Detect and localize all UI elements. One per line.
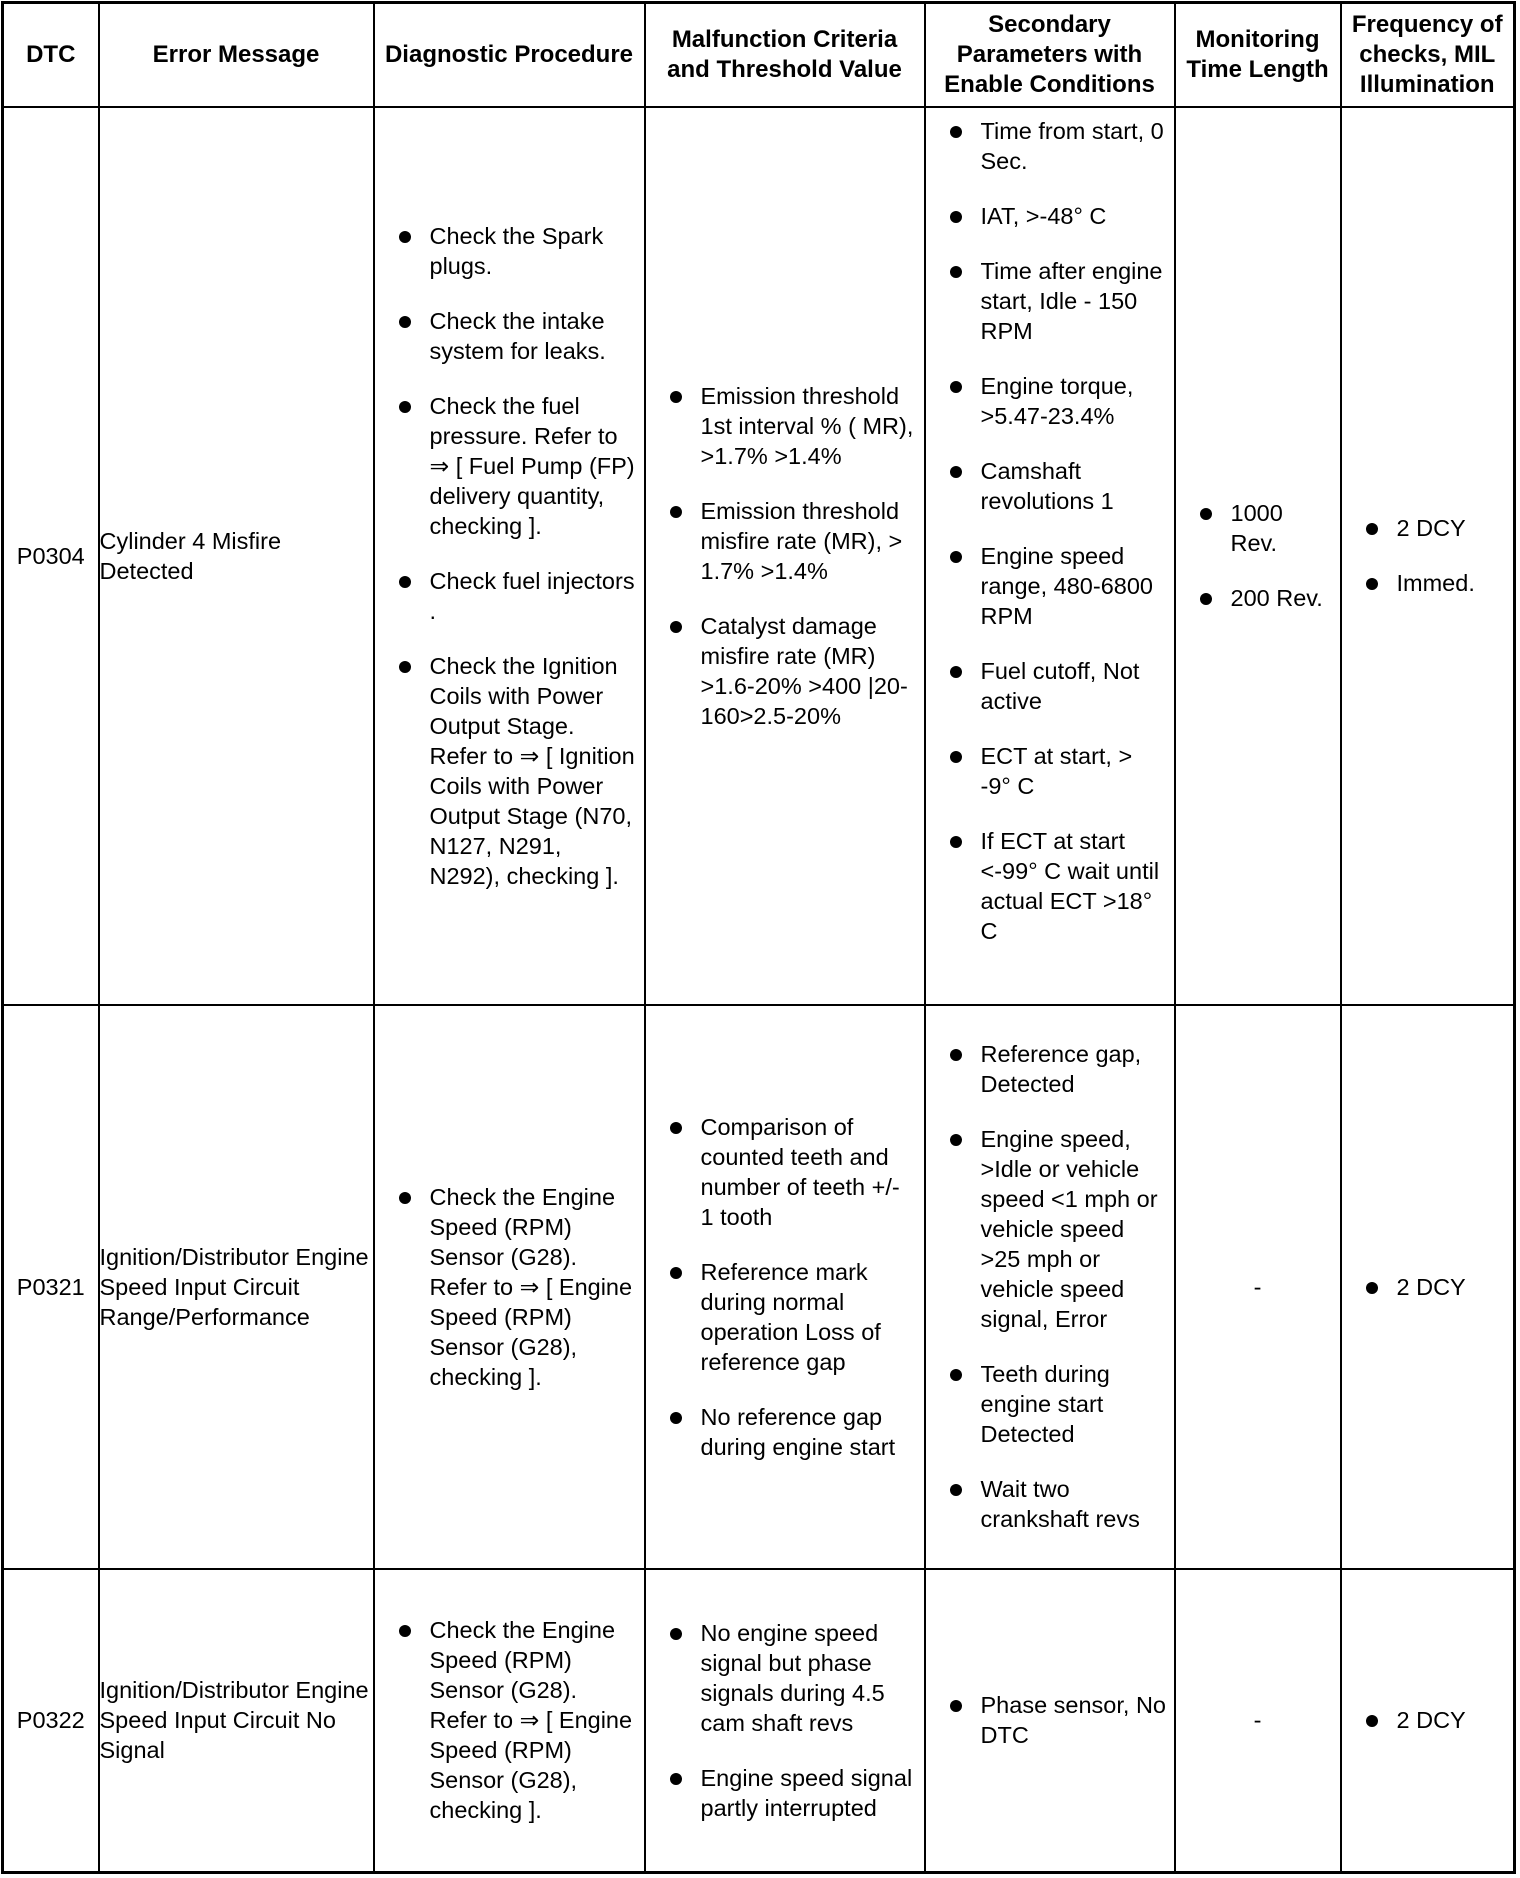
list-item: Wait two crankshaft revs [926, 1474, 1174, 1534]
list-item: Comparison of counted teeth and number of teeth +/- 1 tooth [646, 1112, 924, 1232]
header-diagnostic-procedure: Diagnostic Procedure [374, 3, 645, 107]
list-item: Check the fuel pressure. Refer to ⇒ [ Fuel Pump (FP) delivery quantity, checking ]. [375, 391, 644, 541]
list-item: Time after engine start, Idle - 150 RPM [926, 256, 1174, 346]
monitoring-time-cell: - [1175, 1569, 1341, 1873]
bullet-list [1342, 1272, 1514, 1302]
bullet-list [375, 1182, 644, 1392]
dtc-code: P0321 [3, 1005, 99, 1569]
list-item: Time from start, 0 Sec. [926, 116, 1174, 176]
header-error-message: Error Message [99, 3, 374, 107]
header-frequency-mil: Frequency of checks, MIL Illumination [1341, 3, 1515, 107]
bullet-list [646, 381, 924, 731]
bullet-list [926, 1690, 1174, 1750]
bullet-list [926, 1039, 1174, 1534]
list-item: Emission threshold 1st interval % ( MR), >1.7% >1.4% [646, 381, 924, 471]
list-item: Check the Engine Speed (RPM) Sensor (G28). Refer to ⇒ [ Engine Speed (RPM) Sensor (G28), checking ]. [375, 1182, 644, 1392]
list-item: No reference gap during engine start [646, 1402, 924, 1462]
table-row [3, 1005, 1515, 1569]
error-message: Ignition/Distributor Engine Speed Input Circuit Range/Performance [99, 1005, 374, 1569]
bullet-list [1342, 1705, 1514, 1735]
list-item: Catalyst damage misfire rate (MR) >1.6-20% >400 |20-160>2.5-20% [646, 611, 924, 731]
dtc-code: P0322 [3, 1569, 99, 1873]
list-item: Immed. [1342, 568, 1514, 598]
malfunction-criteria-cell [645, 1005, 925, 1569]
frequency-cell [1341, 1569, 1515, 1873]
monitoring-time-cell: - [1175, 1005, 1341, 1569]
list-item: 1000 Rev. [1176, 498, 1340, 558]
list-item: Check the Ignition Coils with Power Output Stage. Refer to ⇒ [ Ignition Coils with Power Output Stage (N70, N127, N291, N292), checking ]. [375, 651, 644, 891]
bullet-list [646, 1618, 924, 1823]
list-item: 200 Rev. [1176, 583, 1340, 613]
malfunction-criteria-cell [645, 1569, 925, 1873]
dtc-code: P0304 [3, 107, 99, 1005]
list-item: Check the Spark plugs. [375, 221, 644, 281]
table-row [3, 1569, 1515, 1873]
diagnostic-procedure-cell [374, 1569, 645, 1873]
frequency-cell [1341, 1005, 1515, 1569]
list-item: Reference mark during normal operation Loss of reference gap [646, 1257, 924, 1377]
malfunction-criteria-cell [645, 107, 925, 1005]
list-item: IAT, >-48° C [926, 201, 1174, 231]
list-item: Fuel cutoff, Not active [926, 656, 1174, 716]
dtc-table [1, 1, 1516, 1874]
header-monitoring-time: Monitoring Time Length [1175, 3, 1341, 107]
secondary-parameters-cell [925, 1569, 1175, 1873]
list-item: Engine torque, >5.47-23.4% [926, 371, 1174, 431]
secondary-parameters-cell [925, 107, 1175, 1005]
list-item: Check the intake system for leaks. [375, 306, 644, 366]
list-item: Engine speed, >Idle or vehicle speed <1 mph or vehicle speed >25 mph or vehicle speed signal, Error [926, 1124, 1174, 1334]
list-item: 2 DCY [1342, 1705, 1514, 1735]
error-message: Ignition/Distributor Engine Speed Input Circuit No Signal [99, 1569, 374, 1873]
list-item: 2 DCY [1342, 513, 1514, 543]
bullet-list [1342, 513, 1514, 598]
list-item: Camshaft revolutions 1 [926, 456, 1174, 516]
header-dtc: DTC [3, 3, 99, 107]
secondary-parameters-cell [925, 1005, 1175, 1569]
list-item: ECT at start, > -9° C [926, 741, 1174, 801]
diagnostic-procedure-cell [374, 107, 645, 1005]
header-secondary-parameters: Secondary Parameters with Enable Conditions [925, 3, 1175, 107]
list-item: Check fuel injectors . [375, 566, 644, 626]
frequency-cell [1341, 107, 1515, 1005]
list-item: Emission threshold misfire rate (MR), > 1.7% >1.4% [646, 496, 924, 586]
header-malfunction-criteria: Malfunction Criteria and Threshold Value [645, 3, 925, 107]
list-item: Phase sensor, No DTC [926, 1690, 1174, 1750]
bullet-list [375, 1615, 644, 1825]
bullet-list [926, 116, 1174, 946]
bullet-list [375, 221, 644, 891]
bullet-list [646, 1112, 924, 1462]
error-message: Cylinder 4 Misfire Detected [99, 107, 374, 1005]
list-item: Engine speed signal partly interrupted [646, 1763, 924, 1823]
bullet-list [1176, 498, 1340, 613]
list-item: No engine speed signal but phase signals during 4.5 cam shaft revs [646, 1618, 924, 1738]
list-item: Teeth during engine start Detected [926, 1359, 1174, 1449]
list-item: 2 DCY [1342, 1272, 1514, 1302]
diagnostic-procedure-cell [374, 1005, 645, 1569]
table-row [3, 107, 1515, 1005]
header-row [3, 3, 1515, 107]
list-item: Reference gap, Detected [926, 1039, 1174, 1099]
list-item: If ECT at start <-99° C wait until actual ECT >18° C [926, 826, 1174, 946]
list-item: Check the Engine Speed (RPM) Sensor (G28). Refer to ⇒ [ Engine Speed (RPM) Sensor (G28), checking ]. [375, 1615, 644, 1825]
monitoring-time-cell [1175, 107, 1341, 1005]
list-item: Engine speed range, 480-6800 RPM [926, 541, 1174, 631]
